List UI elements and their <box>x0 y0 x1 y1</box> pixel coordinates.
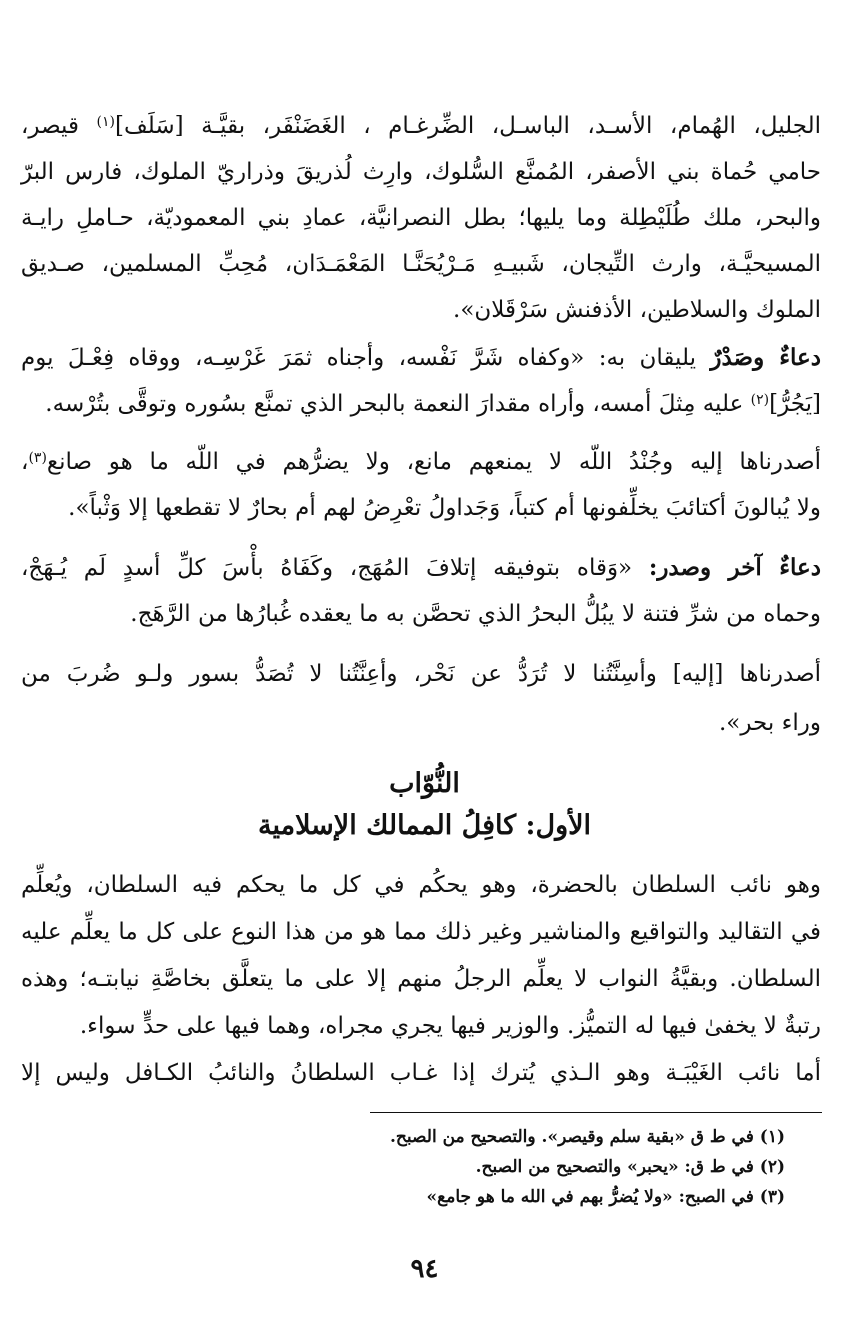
footnote-marker-1: (١) <box>96 114 115 130</box>
text-segment: ولا يُبالونَ أكتائبَ يخلِّفونها أم كتباً، وَجَداولُ تعْرِضُ لهم أم بحارٌ لا تقطعها إلا وَثْباً». <box>68 495 821 521</box>
text-line-10 <box>21 553 821 583</box>
text-line-4 <box>21 249 821 279</box>
text-segment: ، <box>21 449 29 475</box>
footnote-2: (٢) في ط ق: «يحبر» والتصحيح من الصبح. <box>475 1157 785 1177</box>
text-line-2 <box>21 157 821 187</box>
text-segment: «وَقاه بتوفيقه إتلافَ المُهَج، وكَفَاهُ بأْسَ كلِّ أسدٍ لَم يُـهَجْ، <box>21 555 633 581</box>
text-segment: يليقان به: «وكفاه شَرَّ نَفْسه، وأجناه ثمَرَ غَرْسِـه، ووقاه فِعْـلَ يوم <box>21 345 697 371</box>
text-segment: الملوك والسلاطين، الأذفنش سَرْقَلان». <box>453 297 821 323</box>
text-line-13 <box>21 708 821 738</box>
invocation-heading: دعاءٌ آخر وصدر: <box>648 554 821 581</box>
text-segment: والبحر، ملك طُلَيْطِلة وما يليها؛ بطل النصرانيَّة، عمادِ بني المعموديّة، حـاملِ رايـة <box>21 205 821 231</box>
text-line-1 <box>21 111 821 141</box>
footnote-marker-3: (٣) <box>28 450 47 466</box>
text-segment: قيصر، <box>21 113 79 139</box>
section-heading: النُّوّاب <box>389 768 460 799</box>
text-segment: الجليل، الهُمام، الأسـد، الباسـل، الضِّرغـام ، الغَضَنْفَر، بقيَّـة [سَلَف] <box>114 113 822 139</box>
footnote-3: (٣) في الصبح: «ولا يُضرُّ بهم في الله ما هو جامع» <box>426 1187 785 1207</box>
page-number: ٩٤ <box>410 1254 439 1284</box>
section-subheading: الأول: كافِلُ الممالك الإسلامية <box>257 810 592 841</box>
text-line-12 <box>21 659 821 689</box>
footnote-1: (١) في ط ق «بقية سلم وقيصر». والتصحيح من الصبح. <box>390 1127 785 1147</box>
text-line-6 <box>21 343 821 373</box>
text-line-18 <box>21 1058 821 1088</box>
text-segment: في التقاليد والتواقيع والمناشير وغير ذلك مما هو من هذا النوع على كل ما يعلِّم عليه <box>21 919 821 945</box>
footnote-separator <box>370 1112 822 1113</box>
text-segment: عليه مِثلَ أمسه، وأراه مقدارَ النعمة بالبحر الذي تمنَّع بسُوره وتوقَّى بتُرْسه. <box>45 391 744 417</box>
footnote-marker-2: (٢) <box>750 392 770 408</box>
text-line-17 <box>21 1011 821 1041</box>
text-segment: حامي حُماة بني الأصفر، المُمنَّع السُّلوك، وارِث لُذريقَ وذراريّ الملوك، فارس البرّ <box>21 159 821 185</box>
text-line-16 <box>21 964 821 994</box>
invocation-heading: دعاءٌ وصَدْرٌ <box>710 344 822 371</box>
text-line-9 <box>21 493 821 523</box>
text-segment: المسيحيَّـة، وارث التِّيجان، شَبيـهِ مَـرْيُحَنَّـا المَعْمَـدَان، مُحِبِّ المسلمين، صـديق <box>21 251 821 277</box>
text-segment: أما نائب الغَيْبَـة وهو الـذي يُترك إذا غـاب السلطانُ والنائبُ الكـافل وليس إلا <box>21 1060 821 1086</box>
text-segment: أصدرناها [إليه] وأسِنَّتُنا لا تُرَدُّ عن نَحْر، وأعِنَّتُنا لا تُصَدُّ بسور ولـو ضُربَ من <box>21 661 821 687</box>
text-line-3 <box>21 203 821 233</box>
text-segment: وراء بحر». <box>718 710 821 736</box>
text-segment: وهو نائب السلطان بالحضرة، وهو يحكُم في كل ما يحكم فيه السلطان، ويُعلِّم <box>21 872 821 898</box>
text-segment: أصدرناها إليه وجُنْدُ اللّه لا يمنعهم مانع، ولا يضرُّهم في اللّه ما هو صانع <box>46 449 821 475</box>
text-line-7 <box>21 389 821 419</box>
text-segment: السلطان. وبقيَّةُ النواب لا يعلِّم الرجلُ منهم إلا على ما يتعلَّق بخاصَّةِ نيابتـه؛ وهذه <box>21 966 821 992</box>
text-segment: رتبةٌ لا يخفىٰ فيها له التميُّز. والوزير فيها يجري مجراه، وهما فيها على حدٍّ سواء. <box>79 1013 821 1039</box>
text-line-8 <box>21 447 821 477</box>
text-line-14 <box>21 870 821 900</box>
text-line-5 <box>21 295 821 325</box>
text-segment: [يَجُرُّ] <box>769 391 821 417</box>
text-line-15 <box>21 917 821 947</box>
text-segment: وحماه من شرِّ فتنة لا يبُلُّ البحرُ الذي تحصَّن به ما يعقده غُبارُها من الرَّهَج. <box>130 601 821 627</box>
text-line-11 <box>21 599 821 629</box>
